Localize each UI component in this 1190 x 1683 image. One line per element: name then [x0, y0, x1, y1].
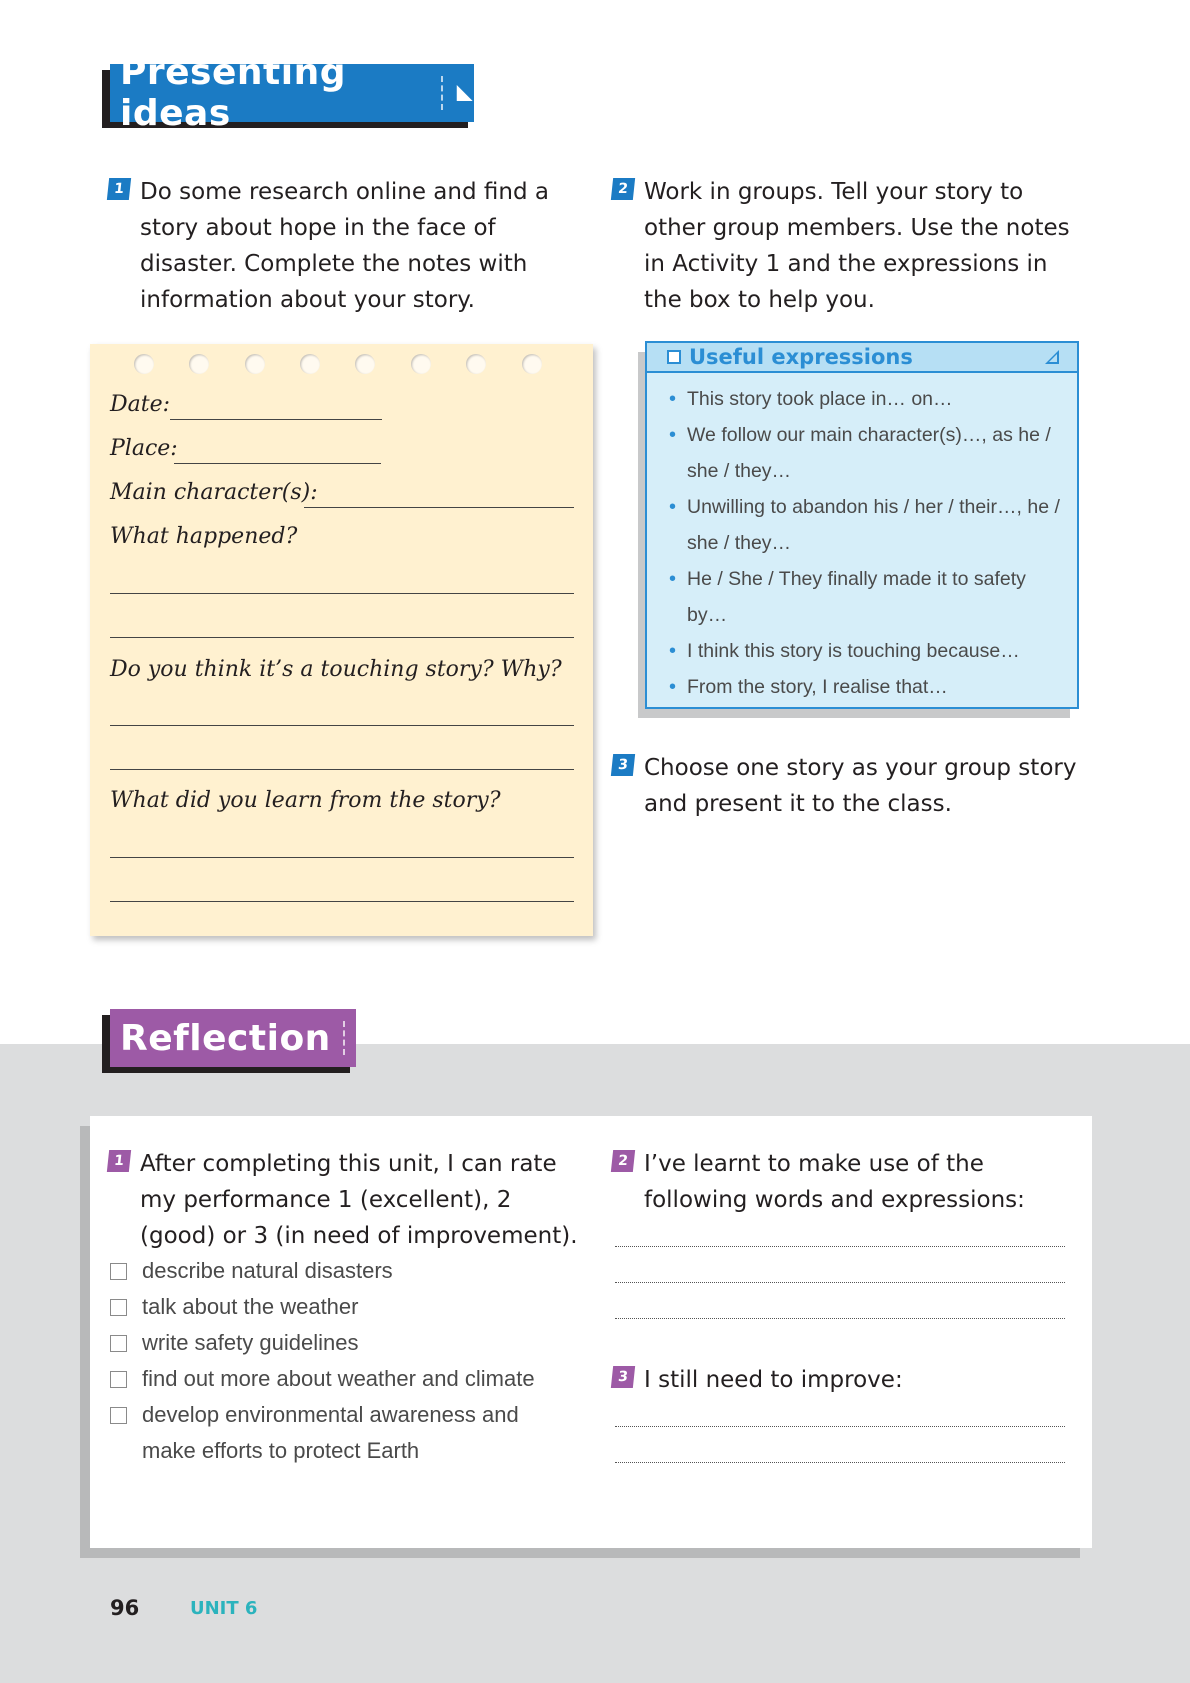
square-icon [667, 350, 681, 364]
story-notes-notepad [90, 344, 593, 936]
list-item: • We follow our main character(s)…, as he / she / they… [687, 417, 1061, 489]
reflection-header [110, 1009, 356, 1067]
task-number-badge: 3 [611, 754, 635, 776]
list-item: • Unwilling to abandon his / her / their…, he / she / they… [687, 489, 1061, 561]
useful-expressions-title-text: Useful expressions [689, 345, 913, 369]
checklist-item[interactable] [110, 1397, 550, 1469]
improve-answer-line-1[interactable] [615, 1426, 1065, 1427]
reflection-task-1 [108, 1146, 588, 1254]
presenting-ideas-header [110, 52, 474, 134]
task-number-badge: 2 [611, 178, 635, 200]
characters-label: Main character(s): [110, 480, 318, 505]
checkbox[interactable] [110, 1299, 127, 1316]
checklist-label: develop environmental awareness and make efforts to protect Earth [142, 1402, 519, 1463]
task-text: I’ve learnt to make use of the following words and expressions: [644, 1151, 1025, 1213]
touching-story-label: Do you think it’s a touching story? Why? [110, 657, 562, 682]
checklist-item[interactable] [110, 1289, 590, 1325]
date-field[interactable] [170, 419, 382, 420]
reflection-task-2 [612, 1146, 1082, 1218]
place-label: Place: [110, 436, 178, 461]
checklist-item[interactable] [110, 1361, 590, 1397]
list-item: • This story took place in… on… [687, 381, 1061, 417]
corner-triangle-icon [1045, 350, 1059, 364]
list-item: • From the story, I realise that… [687, 669, 1061, 705]
checkbox[interactable] [110, 1407, 127, 1424]
page-number: 96 [110, 1596, 140, 1620]
improve-answer-line-2[interactable] [615, 1462, 1065, 1463]
words-answer-line-3[interactable] [615, 1318, 1065, 1319]
checklist-label: write safety guidelines [142, 1330, 359, 1355]
learn-field-2[interactable] [110, 901, 574, 902]
checkbox[interactable] [110, 1263, 127, 1280]
presenting-task-1 [108, 174, 588, 318]
checklist-item[interactable] [110, 1325, 590, 1361]
place-field[interactable] [174, 463, 381, 464]
what-happened-field-1[interactable] [110, 593, 574, 594]
checklist-item[interactable] [110, 1253, 590, 1289]
task-text: I still need to improve: [644, 1367, 903, 1393]
task-text: Choose one story as your group story and present it to the class. [644, 755, 1077, 817]
presenting-task-2 [612, 174, 1082, 318]
checklist-label: describe natural disasters [142, 1258, 393, 1283]
checklist-label: find out more about weather and climate [142, 1366, 535, 1391]
checkbox[interactable] [110, 1335, 127, 1352]
touching-story-field-2[interactable] [110, 769, 574, 770]
presenting-task-3 [612, 750, 1082, 822]
what-happened-label: What happened? [110, 524, 298, 549]
learn-field-1[interactable] [110, 857, 574, 858]
date-label: Date: [110, 392, 171, 417]
task-number-badge: 1 [107, 178, 131, 200]
words-answer-line-1[interactable] [615, 1246, 1065, 1247]
useful-expressions-title [647, 343, 1077, 373]
characters-field[interactable] [304, 507, 574, 508]
unit-label: UNIT 6 [190, 1598, 258, 1619]
learn-label: What did you learn from the story? [110, 788, 501, 813]
checkbox[interactable] [110, 1371, 127, 1388]
task-number-badge: 2 [611, 1150, 635, 1172]
task-text: After completing this unit, I can rate my performance 1 (excellent), 2 (good) or 3 (in need of improvement). [140, 1151, 578, 1249]
useful-expressions-list [647, 373, 1077, 705]
what-happened-field-2[interactable] [110, 637, 574, 638]
checklist-label: talk about the weather [142, 1294, 359, 1319]
useful-expressions-box [645, 341, 1079, 709]
task-text: Work in groups. Tell your story to other group members. Use the notes in Activity 1 and the expressions in the box to help you. [644, 179, 1070, 313]
list-item: • He / She / They finally made it to safety by… [687, 561, 1061, 633]
task-text: Do some research online and find a story about hope in the face of disaster. Complete the notes with information about your story. [140, 179, 549, 313]
task-number-badge: 1 [107, 1150, 131, 1172]
reflection-title: Reflection [120, 1017, 331, 1059]
task-number-badge: 3 [611, 1366, 635, 1388]
presenting-ideas-title: Presenting ideas [120, 52, 346, 134]
words-answer-line-2[interactable] [615, 1282, 1065, 1283]
corner-triangle-icon [455, 82, 474, 104]
touching-story-field-1[interactable] [110, 725, 574, 726]
reflection-task-3 [612, 1362, 1082, 1398]
list-item: • I think this story is touching because… [687, 633, 1061, 669]
